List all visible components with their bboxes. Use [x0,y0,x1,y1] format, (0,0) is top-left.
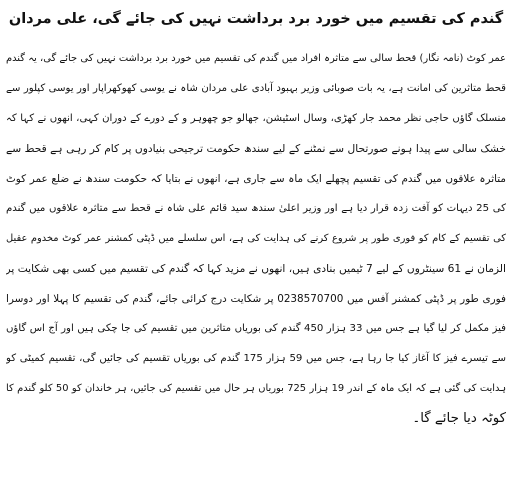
body-line: خشک سالی سے پیدا ہونے صورتحال سے نمٹنے کے لیے سندھ حکومت ترجیحی بنیادوں پر کام کر رہی ہے قحط سے [6,142,506,155]
body-line: الزمان نے 61 سینٹروں کے لیے 7 ٹیمیں بنادی ہیں، انھوں نے مزید کہا کہ گندم کی تقسیم میں کسی بھی شکایت پر [6,262,506,275]
headline: گندم کی تقسیم میں خورد برد برداشت نہیں کی جائے گی، علی مردان [8,11,504,27]
body-line: عمر کوٹ (نامہ نگار) قحط سالی سے متاثرہ افراد میں گندم کی تقسیم میں خورد برد برداشت نہیں کی جائے گی، یہ گندم [6,53,506,64]
body-line: منسلک گاؤں حاجی نظر محمد جار کھڑی، وسال اسٹیشن، جھالو جو چھوہر و کے دورے کے دوران کہی، انھوں نے کہا کہ [6,113,506,124]
body-line: کی تقسیم کے کام کو فوری طور پر شروع کرنے کی ہدایت کی ہے، اس سلسلے میں ڈپٹی کمشنر عمر کوٹ مخدوم عقیل [6,233,506,244]
article-body [6,44,506,434]
body-line: قحط متاثرین کی امانت ہے، یہ بات صوبائی وزیر بہبود آبادی علی مردان شاہ نے یوسی کھوکھراپار اور یوسی کپلور سے [6,83,506,94]
body-line: ہدایت کی گئی ہے کہ ایک ماہ کے اندر 19 ہزار 725 بوریاں ہر حال میں تقسیم کی جائیں، ہر خاندان کو 50 کلو گندم کا [6,383,506,394]
body-line: سے تیسرے فیز کا آغاز کیا جا رہا ہے، جس میں 59 ہزار 175 گندم کی بوریاں تقسیم کی جائیں گی، تقسیم کمیٹی کو [6,353,506,364]
news-article [6,4,506,490]
body-line-last: کوٹہ دیا جائے گا۔ [412,411,506,426]
body-line: کی 25 دیہات کو آفت زدہ قرار دیا ہے اور وزیر اعلیٰ سندھ سید قائم علی شاہ نے قحط سے متاثرہ علاقوں میں گندم [6,203,506,214]
body-line: فیز مکمل کر لیا گیا ہے جس میں 33 ہزار 450 گندم کی بوریاں متاثرین میں تقسیم کی جا چکی ہیں اور آج اس گاؤں [6,323,506,334]
body-line: فوری طور پر ڈپٹی کمشنر آفس میں 0238570700 پر شکایت درج کرائی جائے، گندم کی تقسیم کا پہلا اور دوسرا [6,293,506,305]
body-line: متاثرہ علاقوں میں گندم کی تقسیم پچھلے ایک ماہ سے جاری ہے، انھوں نے بتایا کہ حکومت سندھ نے ضلع عمر کوٹ [6,173,506,185]
